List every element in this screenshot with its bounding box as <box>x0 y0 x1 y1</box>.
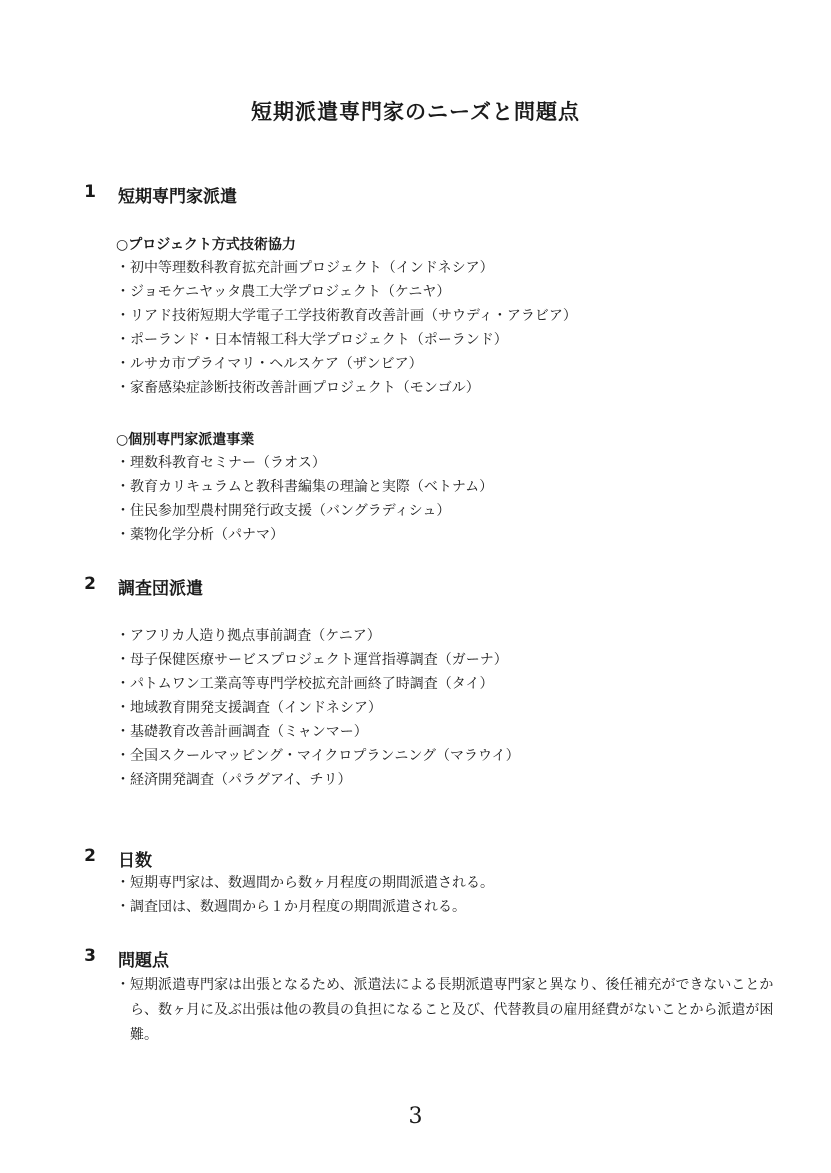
list-item: ・理数科教育セミナー（ラオス） <box>116 455 326 471</box>
section-2-heading <box>84 574 203 599</box>
section-days-heading <box>84 846 152 871</box>
list-item: ・調査団は、数週間から１か月程度の期間派遣される。 <box>116 899 466 915</box>
list-item: ・経済開発調査（パラグアイ、チリ） <box>116 772 352 788</box>
list-item: ・住民参加型農村開発行政支援（バングラディシュ） <box>116 503 451 519</box>
list-item: ・アフリカ人造り拠点事前調査（ケニア） <box>116 628 381 644</box>
section-number: 2 <box>84 574 96 594</box>
list-item: ・ジョモケニヤッタ農工大学プロジェクト（ケニヤ） <box>116 284 451 300</box>
section-3-heading <box>84 946 169 971</box>
list-item: ・パトムワン工業高等専門学校拡充計画終了時調査（タイ） <box>116 676 494 692</box>
problems-paragraph: ・短期派遣専門家は出張となるため、派遣法による長期派遣専門家と異なり、後任補充ができないことから、数ヶ月に及ぶ出張は他の教員の負担になること及び、代替教員の雇用経費がないことから派遣が困難。 <box>116 977 774 1043</box>
list-item: ・地域教育開発支援調査（インドネシア） <box>116 700 382 716</box>
section-1-heading <box>84 182 237 207</box>
list-item: ・全国スクールマッピング・マイクロプランニング（マラウイ） <box>116 748 520 764</box>
section-number: 1 <box>84 182 96 202</box>
section-title: 調査団派遣 <box>118 579 203 599</box>
list-item: ・家畜感染症診断技術改善計画プロジェクト（モンゴル） <box>116 380 480 396</box>
subheading-individual-experts: ○個別専門家派遣事業 <box>116 432 255 448</box>
individual-experts-list <box>116 451 493 547</box>
section-number: 2 <box>84 846 96 866</box>
list-item: ・薬物化学分析（パナマ） <box>116 527 284 543</box>
subheading-project-cooperation: ○プロジェクト方式技術協力 <box>116 237 296 253</box>
document-title: 短期派遣専門家のニーズと問題点 <box>251 100 580 124</box>
list-item: ・初中等理数科教育拡充計画プロジェクト（インドネシア） <box>116 260 494 276</box>
survey-team-list <box>116 624 520 792</box>
section-title: 問題点 <box>118 951 169 971</box>
list-item: ・母子保健医療サービスプロジェクト運営指導調査（ガーナ） <box>116 652 508 668</box>
list-item: ・基礎教育改善計画調査（ミャンマー） <box>116 724 368 740</box>
project-cooperation-list <box>116 256 577 400</box>
section-title: 短期専門家派遣 <box>118 187 237 207</box>
list-item: ・教育カリキュラムと教科書編集の理論と実際（ベトナム） <box>116 479 494 495</box>
days-list <box>116 871 494 919</box>
list-item: ・ポーランド・日本情報工科大学プロジェクト（ポーランド） <box>116 332 508 348</box>
page-number: 3 <box>408 1104 423 1129</box>
list-item: ・短期専門家は、数週間から数ヶ月程度の期間派遣される。 <box>116 875 494 891</box>
section-title: 日数 <box>118 851 152 871</box>
section-number: 3 <box>84 946 96 966</box>
list-item: ・ルサカ市プライマリ・ヘルスケア（ザンビア） <box>116 356 423 372</box>
list-item: ・リアド技術短期大学電子工学技術教育改善計画（サウディ・アラビア） <box>116 308 577 324</box>
